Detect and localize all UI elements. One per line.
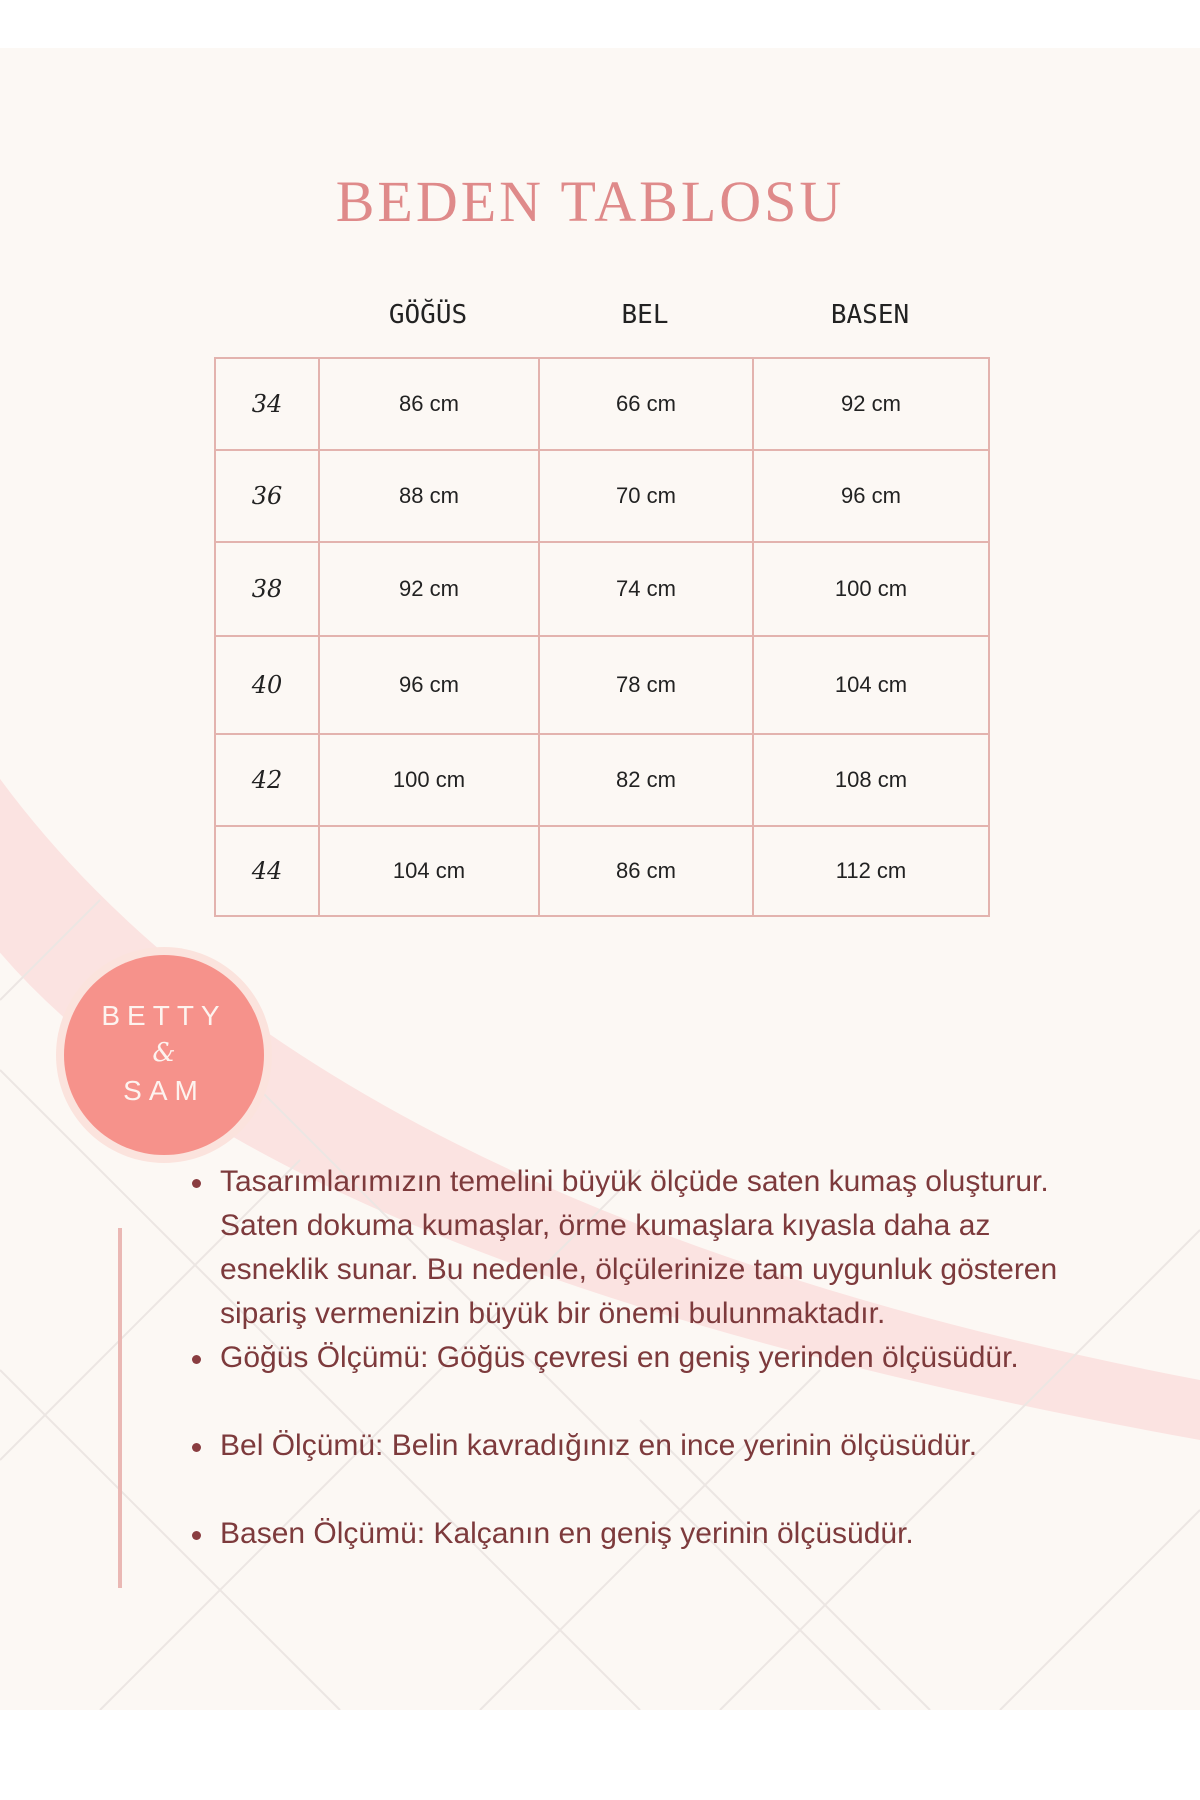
- list-item: [160, 1512, 1080, 1556]
- bullet-icon: [192, 1355, 201, 1364]
- size-cell: 36: [215, 450, 319, 542]
- column-header-bel: BEL: [621, 300, 669, 330]
- size-cell: 34: [215, 358, 319, 450]
- note-text: Göğüs Ölçümü: Göğüs çevresi en geniş yerinden ölçüsüdür.: [220, 1341, 1019, 1374]
- size-cell: 40: [215, 636, 319, 734]
- note-text: Basen Ölçümü: Kalçanın en geniş yerinin ölçüsüdür.: [220, 1517, 914, 1550]
- table-row: [215, 734, 989, 826]
- bel-cell: 82 cm: [539, 734, 753, 826]
- table-row: [215, 636, 989, 734]
- gogus-cell: 86 cm: [319, 358, 539, 450]
- basen-cell: 92 cm: [753, 358, 989, 450]
- basen-cell: 112 cm: [753, 826, 989, 916]
- bel-cell: 66 cm: [539, 358, 753, 450]
- basen-cell: 96 cm: [753, 450, 989, 542]
- brand-logo: [64, 955, 264, 1155]
- gogus-cell: 88 cm: [319, 450, 539, 542]
- bel-cell: 74 cm: [539, 542, 753, 636]
- table-row: [215, 358, 989, 450]
- size-cell: 44: [215, 826, 319, 916]
- table-row: [215, 542, 989, 636]
- gogus-cell: 104 cm: [319, 826, 539, 916]
- logo-ampersand: &: [152, 1038, 176, 1068]
- table-row: [215, 450, 989, 542]
- basen-cell: 100 cm: [753, 542, 989, 636]
- list-item: [160, 1160, 1080, 1336]
- gogus-cell: 92 cm: [319, 542, 539, 636]
- size-cell: 38: [215, 542, 319, 636]
- page-title: BEDEN TABLOSU: [335, 169, 845, 234]
- bel-cell: 70 cm: [539, 450, 753, 542]
- logo-text-sam: SAM: [123, 1075, 205, 1106]
- size-cell: 42: [215, 734, 319, 826]
- column-header-gogus: GÖĞÜS: [388, 300, 468, 330]
- gogus-cell: 100 cm: [319, 734, 539, 826]
- bullet-icon: [192, 1443, 201, 1452]
- notes-list: [160, 1160, 1080, 1556]
- gogus-cell: 96 cm: [319, 636, 539, 734]
- column-header-basen: BASEN: [830, 300, 910, 330]
- bel-cell: 86 cm: [539, 826, 753, 916]
- bullet-icon: [192, 1179, 201, 1188]
- basen-cell: 104 cm: [753, 636, 989, 734]
- bel-cell: 78 cm: [539, 636, 753, 734]
- vertical-accent-line: [118, 1228, 122, 1588]
- table-row: [215, 826, 989, 916]
- list-item: [160, 1336, 1080, 1380]
- note-text: Tasarımlarımızın temelini büyük ölçüde saten kumaş oluşturur. Saten dokuma kumaşlar, örme kumaşlara kıyasla daha az esneklik sunar. Bu nedenle, ölçülerinize tam uygunluk gösteren sipariş vermenizin büyük bir önemi bulunmaktadır.: [220, 1165, 1058, 1330]
- basen-cell: 108 cm: [753, 734, 989, 826]
- size-table: [214, 357, 990, 917]
- bullet-icon: [192, 1531, 201, 1540]
- logo-text-betty: BETTY: [101, 1000, 227, 1031]
- note-text: Bel Ölçümü: Belin kavradığınız en ince yerinin ölçüsüdür.: [220, 1429, 978, 1462]
- list-item: [160, 1424, 1080, 1468]
- bottom-margin: [0, 1710, 1200, 1800]
